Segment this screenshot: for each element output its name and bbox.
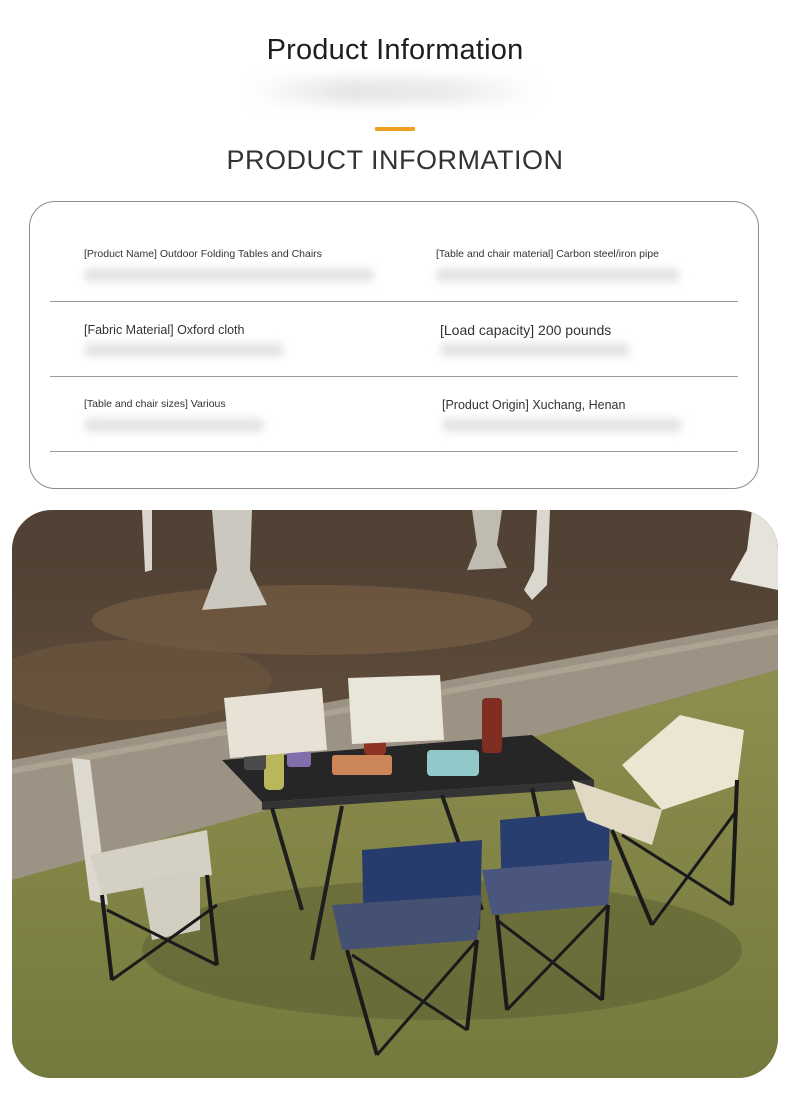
info-fabric: [Fabric Material] Oxford cloth [84,323,245,337]
product-info-card [29,201,759,489]
page-title: Product Information [266,34,524,66]
info-blur [84,268,374,282]
info-material: [Table and chair material] Carbon steel/iron pipe [436,248,659,260]
info-origin: [Product Origin] Xuchang, Henan [442,398,626,412]
info-row [50,226,738,302]
info-sizes: [Table and chair sizes] Various [84,398,226,410]
info-blur [440,343,630,357]
info-load-capacity: [Load capacity] 200 pounds [440,322,612,338]
info-row [50,376,738,452]
info-row [50,301,738,377]
title-translation-blur [250,78,540,104]
page-subtitle: PRODUCT INFORMATION [226,145,564,175]
info-blur [84,343,284,357]
info-blur [442,418,682,432]
info-blur [84,418,264,432]
info-blur [436,268,680,282]
title-accent-bar [375,127,415,131]
product-photo-image [12,510,778,1078]
product-photo [12,510,778,1078]
info-product-name: [Product Name] Outdoor Folding Tables and Chairs [84,248,322,260]
